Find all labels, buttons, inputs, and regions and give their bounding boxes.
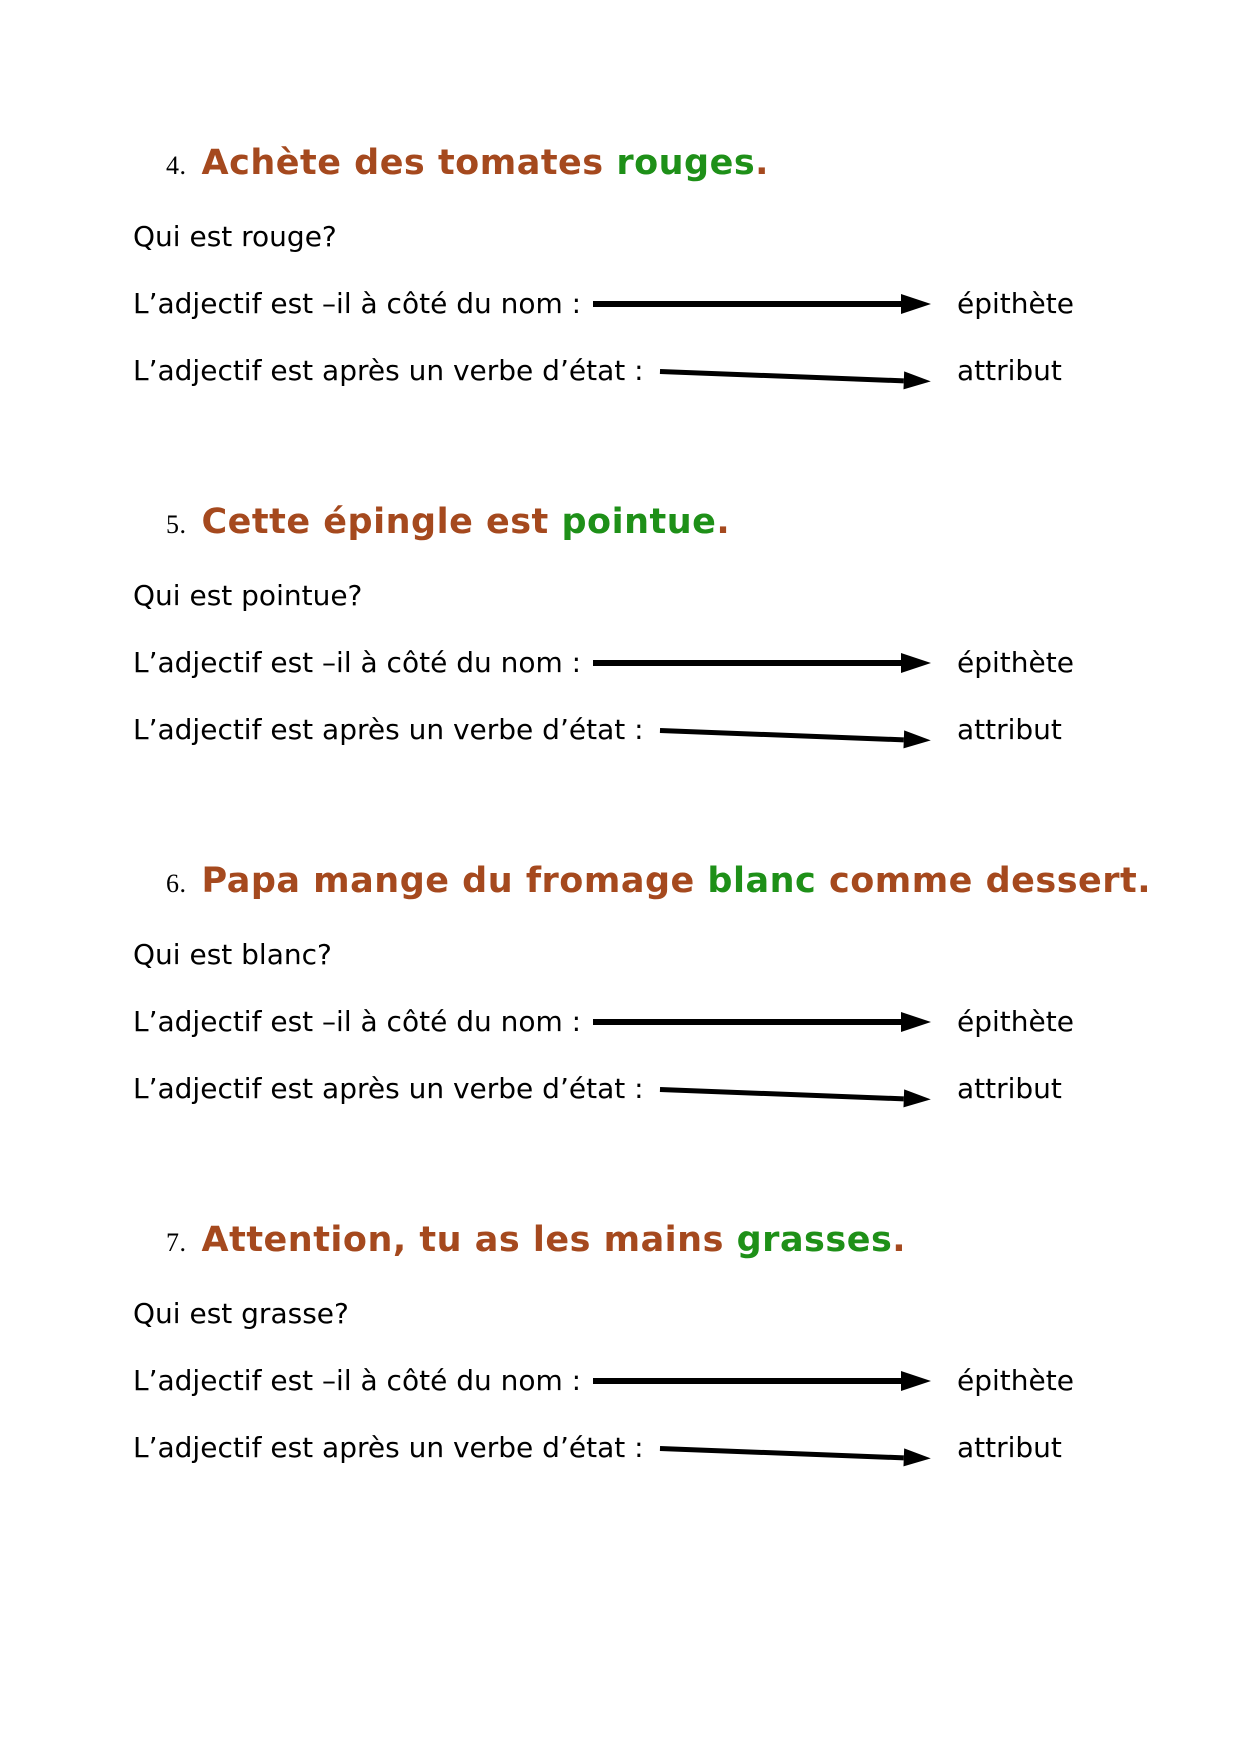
- result-attribut: attribut: [957, 1072, 1062, 1105]
- exercise-title: [133, 857, 1152, 908]
- arrow-right-icon: [593, 294, 931, 314]
- epithete-row: [133, 644, 1107, 682]
- arrow-right-icon: [593, 653, 931, 673]
- result-attribut: attribut: [957, 1431, 1062, 1464]
- title-part-brown: Attention, tu as les mains: [201, 1220, 737, 1260]
- arrow-right-icon: [659, 721, 931, 749]
- exercise-section-5: [133, 498, 1107, 749]
- arrow-right-icon: [593, 1012, 931, 1032]
- arrow-shaft: [659, 1446, 903, 1460]
- result-attribut: attribut: [957, 354, 1062, 387]
- question-text: Qui est grasse?: [133, 1297, 349, 1330]
- question-text: Qui est blanc?: [133, 938, 332, 971]
- exercise-number: 5.: [166, 510, 187, 539]
- arrow-shaft: [659, 728, 903, 742]
- nom-label: L’adjectif est –il à côté du nom :: [133, 646, 582, 679]
- nom-label: L’adjectif est –il à côté du nom :: [133, 287, 582, 320]
- title-part-green: grasses: [736, 1220, 893, 1260]
- result-epithete: épithète: [957, 1005, 1074, 1038]
- title-part-brown-2: comme dessert.: [816, 861, 1152, 901]
- arrow-shaft: [659, 369, 903, 383]
- title-part-green: blanc: [707, 861, 817, 901]
- arrow-shaft: [593, 1019, 901, 1025]
- title-part-brown: Cette épingle est: [201, 502, 562, 542]
- exercise-number: 6.: [166, 869, 187, 898]
- arrow-head: [903, 1089, 931, 1108]
- arrow-head: [901, 1012, 931, 1032]
- title-part-green: rouges: [616, 143, 756, 183]
- exercise-number: 4.: [166, 151, 187, 180]
- arrow-shaft: [593, 660, 901, 666]
- title-part-period: .: [892, 1220, 907, 1260]
- title-part-period: .: [755, 143, 769, 183]
- arrow-head: [901, 653, 931, 673]
- question-text: Qui est rouge?: [133, 220, 337, 253]
- attribut-row: [133, 352, 1107, 390]
- result-attribut: attribut: [957, 713, 1062, 746]
- attribut-row: [133, 1070, 1107, 1108]
- arrow-right-icon: [659, 1439, 931, 1467]
- exercise-title: [133, 498, 1107, 549]
- arrow-right-icon: [659, 1080, 931, 1108]
- nom-label: L’adjectif est –il à côté du nom :: [133, 1364, 582, 1397]
- exercise-section-7: [133, 1216, 1107, 1467]
- title-part-period: .: [716, 502, 731, 542]
- title-part-brown: Achète des tomates: [201, 143, 617, 183]
- etat-label: L’adjectif est après un verbe d’état :: [133, 354, 644, 387]
- result-epithete: épithète: [957, 1364, 1074, 1397]
- exercise-title: [133, 1216, 1107, 1267]
- attribut-row: [133, 1429, 1107, 1467]
- title-part-brown: Papa mange du fromage: [201, 861, 708, 901]
- etat-label: L’adjectif est après un verbe d’état :: [133, 1431, 644, 1464]
- arrow-head: [901, 294, 931, 314]
- arrow-head: [903, 371, 931, 390]
- title-part-green: pointue: [561, 502, 717, 542]
- etat-label: L’adjectif est après un verbe d’état :: [133, 713, 644, 746]
- question-text: Qui est pointue?: [133, 579, 363, 612]
- arrow-shaft: [593, 301, 901, 307]
- exercise-section-4: [133, 139, 1107, 390]
- exercise-title: [133, 139, 1107, 190]
- epithete-row: [133, 285, 1107, 323]
- exercise-number: 7.: [166, 1228, 187, 1257]
- epithete-row: [133, 1003, 1107, 1041]
- epithete-row: [133, 1362, 1107, 1400]
- arrow-shaft: [593, 1378, 901, 1384]
- arrow-head: [903, 730, 931, 749]
- arrow-head: [901, 1371, 931, 1391]
- arrow-shaft: [659, 1087, 903, 1101]
- nom-label: L’adjectif est –il à côté du nom :: [133, 1005, 582, 1038]
- arrow-right-icon: [593, 1371, 931, 1391]
- result-epithete: épithète: [957, 646, 1074, 679]
- exercise-section-6: [133, 857, 1152, 1108]
- result-epithete: épithète: [957, 287, 1074, 320]
- arrow-right-icon: [659, 362, 931, 390]
- arrow-head: [903, 1448, 931, 1467]
- attribut-row: [133, 711, 1107, 749]
- etat-label: L’adjectif est après un verbe d’état :: [133, 1072, 644, 1105]
